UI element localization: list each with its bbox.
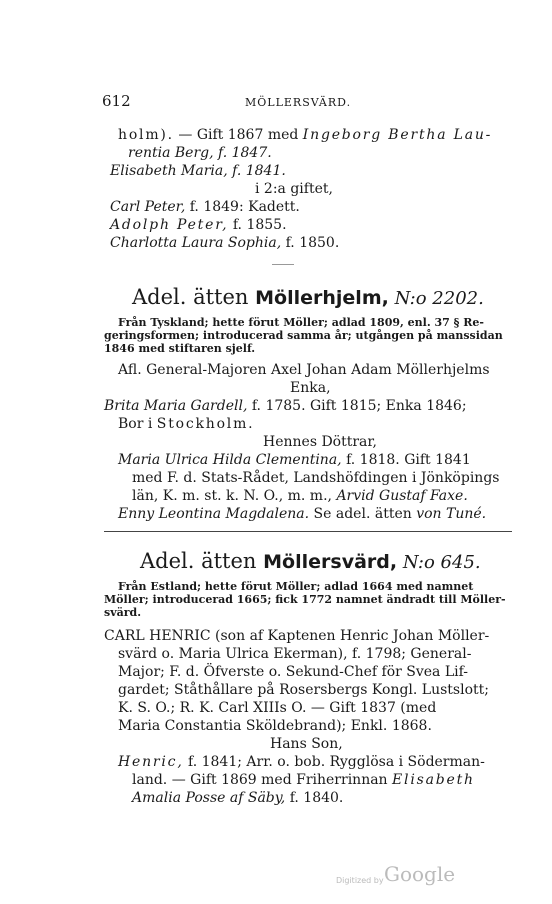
- top-line-7: [110, 234, 339, 252]
- text: Henric,: [118, 754, 184, 770]
- running-title: MÖLLERSVÄRD.: [245, 96, 352, 109]
- section-2-line-7: Hans Son,: [270, 736, 343, 752]
- text: Bor i: [118, 416, 157, 432]
- section-1-intro-3: 1846 med stiftaren sjelf.: [104, 342, 256, 355]
- text: N:o 2202.: [388, 288, 484, 309]
- text: Möllerhjelm,: [255, 287, 389, 309]
- text: Se adel. ätten: [309, 506, 417, 522]
- text: f. 1855.: [228, 217, 287, 233]
- google-logo: Google: [384, 862, 456, 886]
- text: f. 1849: Kadett.: [185, 199, 300, 215]
- top-line-1: [118, 126, 492, 144]
- section-1-title: [132, 284, 484, 312]
- text: Adel. ätten: [140, 549, 264, 573]
- text: Amalia Posse af Säby,: [132, 790, 286, 806]
- section-1-line-6: [118, 451, 471, 469]
- section-1-line-9: [118, 505, 486, 523]
- text: holm).: [118, 127, 174, 143]
- text: f. 1818. Gift 1841: [341, 452, 471, 468]
- section-2-title: [140, 548, 481, 576]
- text: von Tuné.: [416, 506, 487, 522]
- text: Arvid Gustaf Faxe.: [336, 488, 468, 504]
- text: Adolph Peter,: [110, 217, 229, 233]
- section-2-line-2: svärd o. Maria Ulrica Ekerman), f. 1798; General-: [118, 646, 472, 662]
- section-1-line-3: [104, 397, 467, 415]
- section-1-line-5: Hennes Döttrar,: [263, 434, 377, 450]
- text: Brita Maria Gardell,: [104, 398, 248, 414]
- section-2-line-9: [132, 771, 475, 789]
- text: Carl Peter,: [110, 199, 186, 215]
- section-1-line-1: Afl. General-Majoren Axel Johan Adam Möllerhjelms: [118, 362, 490, 378]
- text: f. 1785. Gift 1815; Enka 1846;: [247, 398, 467, 414]
- page-number: 612: [102, 92, 131, 110]
- section-2-line-8: [118, 753, 485, 771]
- section-1-line-4: [118, 415, 254, 433]
- section-2-intro-2: Möller; introducerad 1665; fick 1772 namnet ändradt till Möller-: [104, 593, 506, 606]
- person-name: CARL HENRIC: [104, 628, 211, 644]
- section-2-line-6: Maria Constantia Sköldebrand); Enkl. 1868.: [118, 718, 432, 734]
- text: Elisabeth: [392, 772, 475, 788]
- text: Ingeborg Bertha Lau-: [302, 127, 493, 143]
- top-line-3: Elisabeth Maria, f. 1841.: [110, 163, 286, 179]
- text: län, K. m. st. k. N. O., m. m.,: [132, 488, 337, 504]
- section-2-intro-1: Från Estland; hette förut Möller; adlad 1664 med namnet: [118, 580, 474, 593]
- section-2-intro-3: svärd.: [104, 606, 142, 619]
- top-line-2: rentia Berg, f. 1847.: [128, 145, 272, 161]
- text: (son af Kaptenen Henric Johan Möller-: [210, 628, 490, 644]
- text: land. — Gift 1869 med Friherrinnan: [132, 772, 393, 788]
- divider: [104, 531, 512, 532]
- text: Charlotta Laura Sophia,: [110, 235, 282, 251]
- text: Stockholm.: [156, 416, 255, 432]
- text: N:o 645.: [397, 552, 481, 573]
- text: f. 1840.: [285, 790, 344, 806]
- section-2-line-10: [132, 789, 343, 807]
- top-line-4: i 2:a giftet,: [255, 181, 333, 197]
- section-2-line-1: [104, 627, 489, 645]
- section-1-line-7: med F. d. Stats-Rådet, Landshöfdingen i Jönköpings: [132, 470, 500, 486]
- section-2-line-4: gardet; Ståthållare på Rosersbergs Kongl. Lustslott;: [118, 682, 489, 698]
- section-2-line-5: K. S. O.; R. K. Carl XIIIs O. — Gift 1837 (med: [118, 700, 437, 716]
- text: Möllersvärd,: [263, 551, 398, 573]
- section-1-intro-1: Från Tyskland; hette förut Möller; adlad 1809, enl. 37 § Re-: [118, 316, 484, 329]
- text: — Gift 1867 med: [173, 127, 303, 143]
- section-1-intro-2: geringsformen; introducerad samma år; utgången på manssidan: [104, 329, 503, 342]
- text: Enny Leontina Magdalena.: [118, 506, 310, 522]
- text: Maria Ulrica Hilda Clementina,: [118, 452, 342, 468]
- text: f. 1841; Arr. o. bob. Rygglösa i Söderman-: [183, 754, 485, 770]
- section-1-line-2: Enka,: [290, 380, 331, 396]
- section-2-line-3: Major; F. d. Öfverste o. Sekund-Chef för Svea Lif-: [118, 664, 469, 680]
- digitization-watermark: Digitized by: [336, 876, 384, 885]
- section-1-line-8: [132, 487, 468, 505]
- text: f. 1850.: [281, 235, 340, 251]
- top-line-6: [110, 216, 287, 234]
- text: Adel. ätten: [132, 285, 256, 309]
- top-line-5: [110, 198, 300, 216]
- divider: [272, 264, 294, 265]
